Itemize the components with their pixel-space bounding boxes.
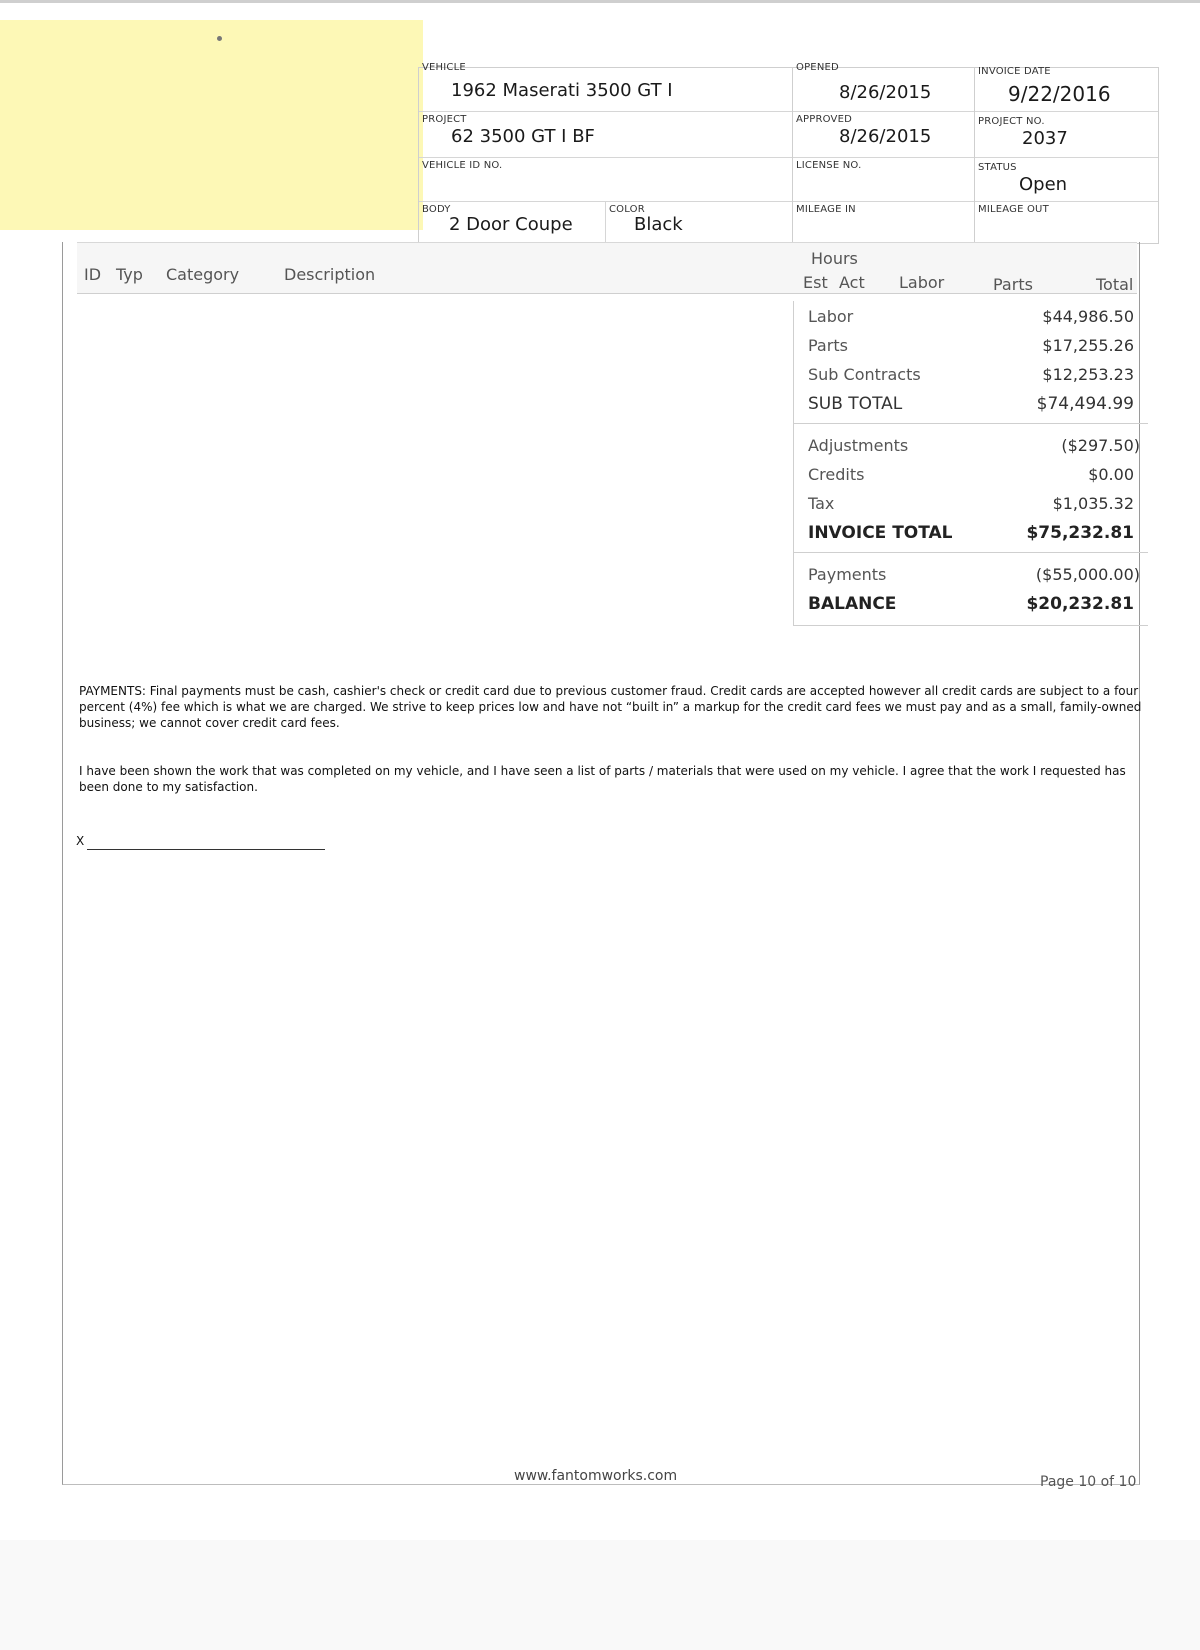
summary-row-tax — [794, 490, 1148, 519]
sub-contracts-label: Sub Contracts — [808, 365, 921, 384]
summary-row-subtotal — [794, 390, 1148, 419]
summary-row-credits — [794, 461, 1148, 490]
vehicle-label: VEHICLE — [422, 62, 466, 73]
footer-website: www.fantomworks.com — [514, 1468, 678, 1484]
body-label: BODY — [422, 204, 451, 215]
opened-label: OPENED — [796, 62, 839, 73]
project-cell — [419, 112, 792, 158]
scan-top-edge — [0, 0, 1200, 3]
project-no-value: 2037 — [1022, 128, 1068, 149]
sub-contracts-value: $12,253.23 — [1042, 365, 1134, 384]
invoice-date-label: INVOICE DATE — [978, 66, 1051, 77]
tax-value: $1,035.32 — [1052, 494, 1134, 513]
column-header-row — [77, 242, 1137, 294]
summary-row-parts — [794, 332, 1148, 361]
footer-page-number: Page 10 of 10 — [1040, 1474, 1137, 1490]
color-value: Black — [634, 214, 683, 235]
vehicle-id-cell — [419, 158, 792, 202]
summary-row-adjustments — [794, 432, 1148, 461]
vehicle-id-label: VEHICLE ID NO. — [422, 160, 503, 171]
col-labor: Labor — [899, 273, 945, 292]
summary-row-payments — [794, 561, 1148, 590]
col-id: ID — [84, 265, 102, 284]
invoice-total-label: INVOICE TOTAL — [808, 523, 953, 543]
summary-row-sub-contracts — [794, 361, 1148, 390]
balance-value: $20,232.81 — [1026, 594, 1134, 614]
adjustments-value: ($297.50) — [1061, 436, 1140, 455]
scan-bottom-band — [0, 1540, 1200, 1650]
balance-box — [793, 553, 1148, 626]
approved-value: 8/26/2015 — [839, 126, 932, 147]
col-parts: Parts — [993, 275, 1033, 294]
col-hours: Hours — [811, 249, 858, 268]
labor-value: $44,986.50 — [1042, 307, 1134, 326]
status-cell — [975, 158, 1158, 202]
color-label: COLOR — [609, 204, 645, 215]
invoice-total-value: $75,232.81 — [1026, 523, 1134, 543]
mileage-in-cell — [793, 202, 974, 243]
invoice-date-cell — [975, 60, 1158, 112]
mileage-out-label: MILEAGE OUT — [978, 204, 1049, 215]
mileage-out-cell — [975, 202, 1158, 243]
col-est: Est — [803, 273, 828, 292]
status-value: Open — [1019, 174, 1068, 195]
body-cell — [419, 202, 605, 243]
parts-value: $17,255.26 — [1042, 336, 1134, 355]
signature-x: X — [76, 834, 85, 848]
body-value: 2 Door Coupe — [449, 214, 573, 235]
signature-line[interactable] — [87, 849, 325, 850]
subtotal-value: $74,494.99 — [1036, 394, 1134, 414]
approved-label: APPROVED — [796, 114, 853, 125]
totals-box — [793, 424, 1148, 553]
parts-label: Parts — [808, 336, 848, 355]
vehicle-cell — [419, 60, 792, 112]
opened-cell — [793, 60, 974, 112]
opened-value: 8/26/2015 — [839, 82, 932, 103]
col-act: Act — [839, 273, 865, 292]
col-category: Category — [166, 265, 240, 284]
acknowledgement-text: I have been shown the work that was completed on my vehicle, and I have seen a list of parts / materials that were used on my vehicle. I agree that the work I requested has been done to my satisfaction. — [79, 764, 1126, 794]
sticky-note-redaction — [0, 20, 423, 230]
project-no-label: PROJECT NO. — [978, 116, 1045, 127]
col-total: Total — [1096, 275, 1134, 294]
subtotal-label: SUB TOTAL — [808, 394, 903, 414]
license-label: LICENSE NO. — [796, 160, 862, 171]
payments-value: ($55,000.00) — [1035, 565, 1140, 584]
sticky-note-dot — [217, 36, 222, 41]
col-description: Description — [284, 265, 376, 284]
summary-row-invoice-total — [794, 519, 1148, 548]
col-typ: Typ — [116, 265, 143, 284]
project-value: 62 3500 GT I BF — [451, 126, 595, 147]
credits-value: $0.00 — [1088, 465, 1134, 484]
subtotals-box — [793, 301, 1148, 424]
vehicle-value: 1962 Maserati 3500 GT I — [451, 80, 673, 101]
project-no-cell — [975, 112, 1158, 158]
license-cell — [793, 158, 974, 202]
credits-label: Credits — [808, 465, 865, 484]
project-label: PROJECT — [422, 114, 467, 125]
payments-terms: PAYMENTS: Final payments must be cash, cashier's check or credit card due to previous customer fraud. Credit cards are accepted however all credit cards are subject to a four percent (4%) fee which is what we are charged. We strive to keep prices low and have not “built in” a markup for the credit card fees we must pay and as a small, family-owned business; we cannot cover credit card fees. — [79, 684, 1142, 730]
tax-label: Tax — [808, 494, 835, 513]
invoice-date-value: 9/22/2016 — [1008, 82, 1111, 106]
balance-label: BALANCE — [808, 594, 897, 614]
summary-row-balance — [794, 590, 1148, 619]
adjustments-label: Adjustments — [808, 436, 909, 455]
color-cell — [605, 202, 792, 243]
summary-row-labor — [794, 303, 1148, 332]
mileage-in-label: MILEAGE IN — [796, 204, 856, 215]
labor-label: Labor — [808, 307, 854, 326]
payments-label: Payments — [808, 565, 887, 584]
approved-cell — [793, 112, 974, 158]
summary-subtotals — [793, 301, 1148, 626]
status-label: STATUS — [978, 162, 1017, 173]
invoice-header-grid — [418, 62, 1159, 244]
